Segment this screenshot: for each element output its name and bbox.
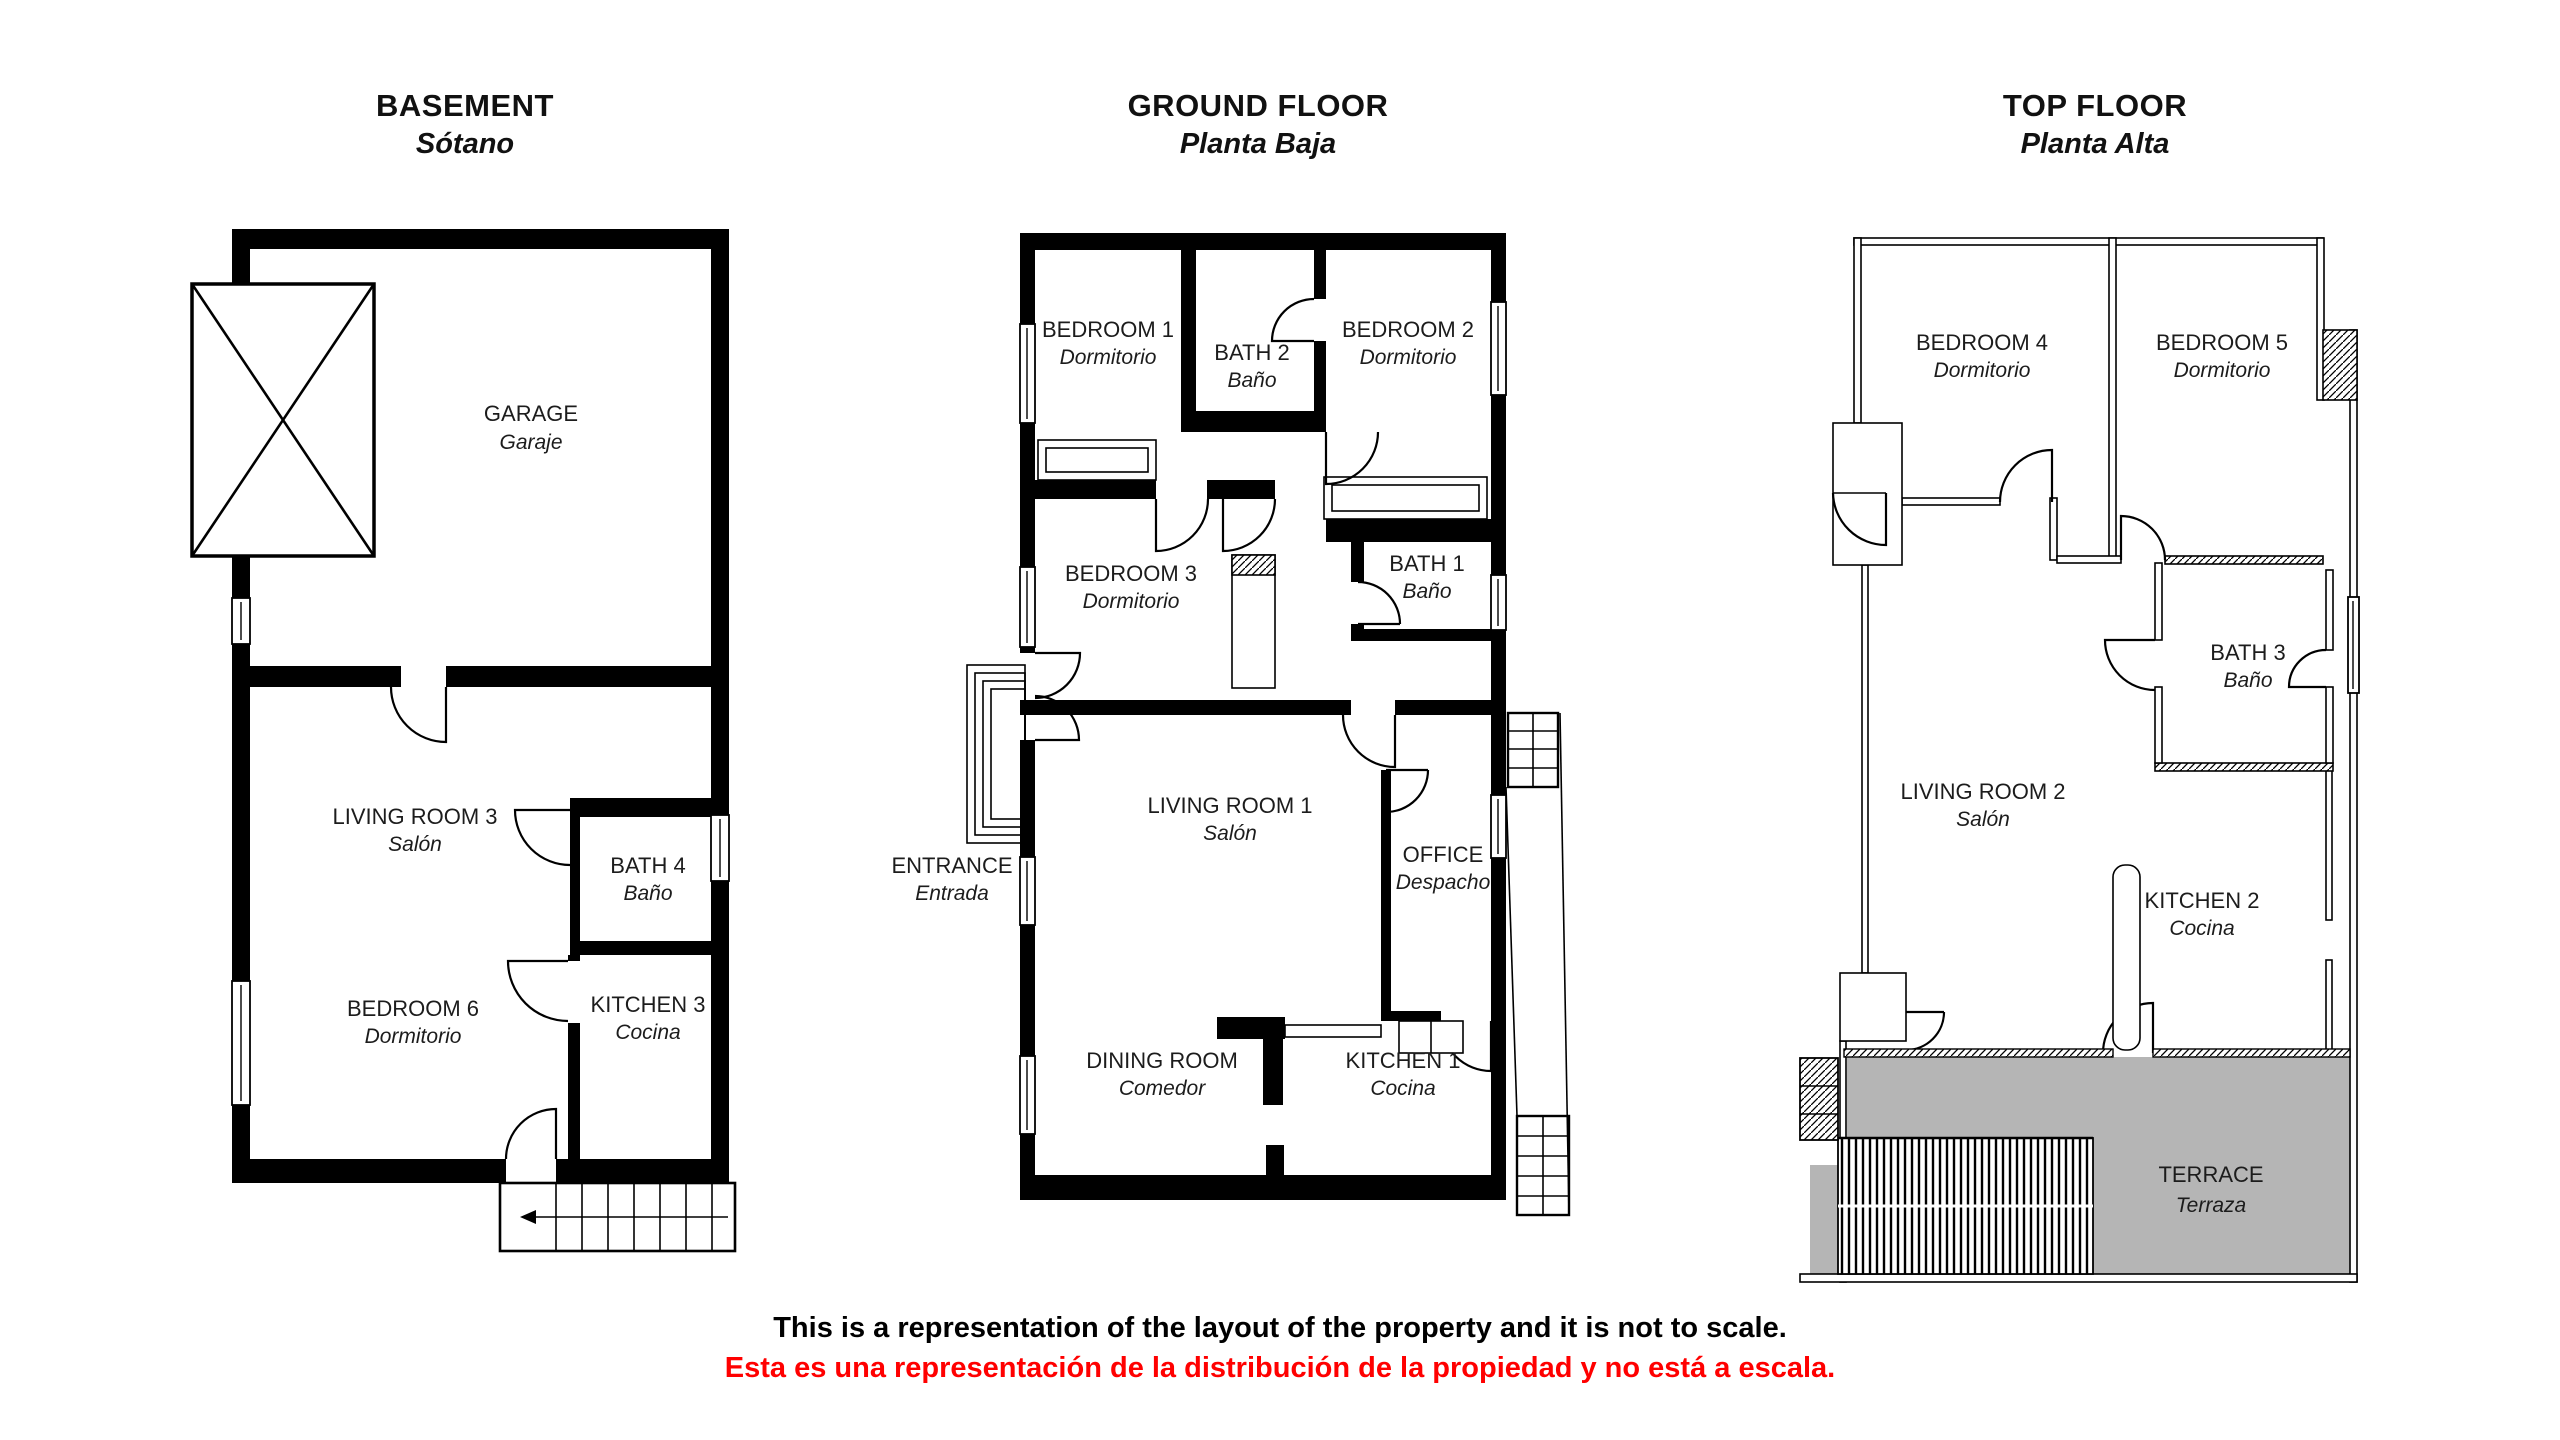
- floor-title-top: [1885, 88, 2305, 161]
- room-label-bath-3-es: Baño: [2223, 669, 2273, 692]
- room-label-dining-room-en: DINING ROOM: [1086, 1048, 1238, 1073]
- window: [232, 981, 250, 1105]
- floor-title-ground: [1048, 88, 1468, 161]
- room-label-entrance-es: Entrada: [915, 882, 989, 905]
- floor-title-ground-es: Planta Baja: [1179, 128, 1337, 160]
- vestibule-closet: [1833, 423, 1902, 565]
- room-label-kitchen-3-es: Cocina: [615, 1021, 681, 1044]
- door-arc-bath-3-right: [2289, 650, 2326, 687]
- floor-title-basement: [255, 88, 675, 161]
- room-label-bedroom-4-es: Dormitorio: [1933, 359, 2031, 382]
- top-right-closet: [2323, 330, 2357, 400]
- room-label-kitchen-2-es: Cocina: [2169, 917, 2235, 940]
- room-label-living-room-2-es: Salón: [1956, 808, 2010, 831]
- room-label-living-room-1-es: Salón: [1203, 822, 1257, 845]
- floor-title-ground-en: GROUND FLOOR: [1127, 88, 1389, 123]
- door-arc-living-room-3: [391, 687, 446, 742]
- hall-closet: [1232, 555, 1275, 688]
- room-label-terrace-en: TERRACE: [2158, 1162, 2264, 1187]
- kitchen-2-counter: [2113, 865, 2140, 1050]
- basement-interior-walls: [250, 666, 729, 1159]
- room-label-bath-1-es: Baño: [1402, 580, 1452, 603]
- room-label-bedroom-1-en: BEDROOM 1: [1041, 317, 1175, 342]
- window: [2348, 597, 2359, 693]
- room-label-bedroom-3-en: BEDROOM 3: [1064, 561, 1198, 586]
- door-arc-bath-2: [1272, 299, 1314, 341]
- door-arc-kitchen-3: [508, 961, 568, 1021]
- door-arc-basement-stairs: [506, 1109, 556, 1159]
- floor-title-top-es: Planta Alta: [2020, 128, 2170, 160]
- room-label-living-room-1-en: LIVING ROOM 1: [1147, 793, 1313, 818]
- room-label-bath-1-en: BATH 1: [1389, 551, 1465, 576]
- floor-title-basement-es: Sótano: [415, 128, 515, 160]
- disclaimer: [0, 1308, 2560, 1388]
- room-label-bedroom-2-es: Dormitorio: [1359, 346, 1457, 369]
- room-label-entrance-en: ENTRANCE: [891, 853, 1013, 878]
- room-label-bedroom-4-en: BEDROOM 4: [1915, 330, 2049, 355]
- room-label-kitchen-2-en: KITCHEN 2: [2144, 888, 2260, 913]
- basement-stairs: [500, 1183, 735, 1251]
- window: [1020, 324, 1035, 423]
- terrace-top-wall: [1844, 1049, 2350, 1057]
- window: [232, 598, 250, 644]
- room-label-garage-es: Garaje: [499, 431, 563, 454]
- room-label-kitchen-3-en: KITCHEN 3: [590, 992, 706, 1017]
- room-label-office-en: OFFICE: [1402, 842, 1484, 867]
- room-label-kitchen-1-es: Cocina: [1370, 1077, 1436, 1100]
- terrace-side-strip: [1810, 1165, 1838, 1274]
- room-label-bath-4-es: Baño: [623, 882, 673, 905]
- entrance-steps: [967, 665, 1025, 843]
- room-label-bedroom-5-es: Dormitorio: [2173, 359, 2271, 382]
- window: [1491, 302, 1506, 395]
- window: [1491, 795, 1506, 858]
- top-floor-floorplan: [1790, 230, 2390, 1300]
- wardrobe-bedroom-1: [1038, 440, 1156, 480]
- door-arc-bedroom-1: [1156, 499, 1208, 551]
- door-arc-office: [1386, 770, 1428, 812]
- room-label-office-es: Despacho: [1395, 871, 1491, 894]
- basement-floorplan: [180, 225, 770, 1275]
- room-label-bath-2-es: Baño: [1227, 369, 1277, 392]
- disclaimer-text-es: Esta es una representación de la distribución de la propiedad y no está a escala.: [724, 1352, 1836, 1384]
- door-arc-living-room-1: [1343, 715, 1395, 767]
- room-label-bath-2-en: BATH 2: [1214, 340, 1290, 365]
- garage-ramp-icon: [192, 284, 374, 556]
- room-label-bedroom-1-es: Dormitorio: [1059, 346, 1157, 369]
- room-label-living-room-3-es: Salón: [388, 833, 442, 856]
- room-label-kitchen-1-en: KITCHEN 1: [1345, 1048, 1461, 1073]
- room-label-bedroom-2-en: BEDROOM 2: [1341, 317, 1475, 342]
- window: [1020, 1056, 1035, 1134]
- room-label-bedroom-6-en: BEDROOM 6: [346, 996, 480, 1021]
- wardrobe-bedroom-2: [1324, 477, 1487, 519]
- door-arc-bath-3-left: [2105, 640, 2155, 690]
- room-label-living-room-2-en: LIVING ROOM 2: [1900, 779, 2066, 804]
- room-label-bedroom-6-es: Dormitorio: [364, 1025, 462, 1048]
- door-arc-bath-4: [515, 810, 570, 865]
- window: [1020, 567, 1035, 647]
- floor-title-top-en: TOP FLOOR: [2002, 88, 2188, 123]
- window: [1491, 575, 1506, 630]
- door-arc-bedroom-5: [2121, 516, 2165, 560]
- exterior-side-stairs: [1506, 713, 1569, 1215]
- room-label-living-room-3-en: LIVING ROOM 3: [332, 804, 498, 829]
- entrance-double-door: [1035, 653, 1080, 740]
- room-label-terrace-es: Terraza: [2175, 1194, 2247, 1217]
- window: [1020, 857, 1035, 925]
- floor-title-basement-en: BASEMENT: [376, 88, 554, 123]
- room-label-garage-en: GARAGE: [483, 401, 579, 426]
- door-arc-bedroom-4: [2000, 450, 2052, 502]
- room-label-bath-3-en: BATH 3: [2210, 640, 2286, 665]
- room-label-bedroom-5-en: BEDROOM 5: [2155, 330, 2289, 355]
- room-label-bedroom-3-es: Dormitorio: [1082, 590, 1180, 613]
- disclaimer-text-en: This is a representation of the layout of the property and it is not to scale.: [773, 1312, 1787, 1344]
- room-label-bath-4-en: BATH 4: [610, 853, 686, 878]
- window: [711, 815, 729, 881]
- room-label-dining-room-es: Comedor: [1118, 1077, 1206, 1100]
- door-arc-bath-1: [1358, 582, 1400, 624]
- door-arc-bedroom-3: [1223, 499, 1275, 551]
- lower-left-closet: [1840, 973, 1944, 1050]
- ground-floor-floorplan: [860, 225, 1630, 1225]
